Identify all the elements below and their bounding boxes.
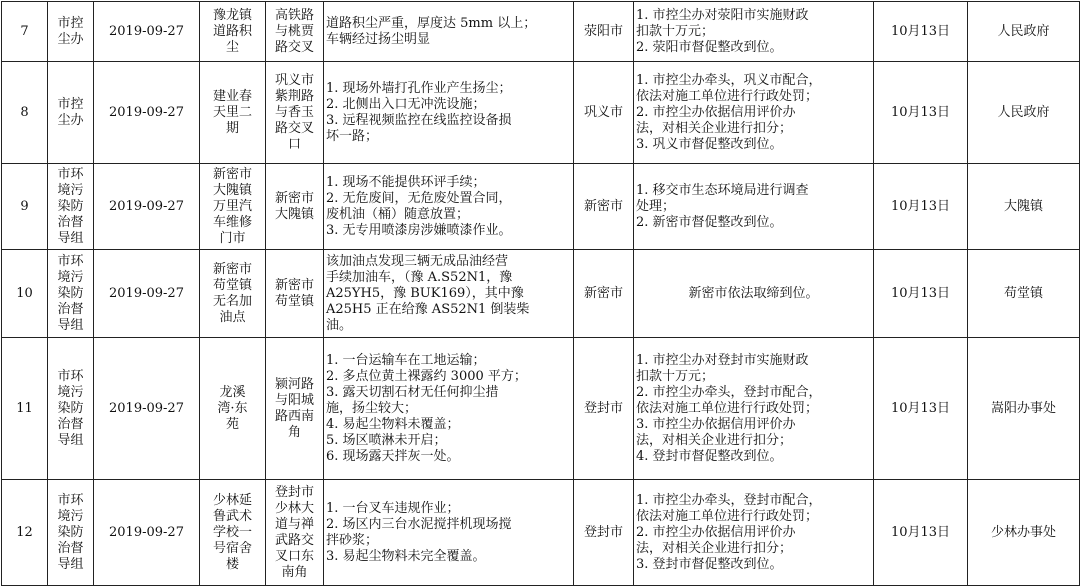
responsible-unit-text: 大隗镇 bbox=[1003, 198, 1043, 214]
row-number-text: 10 bbox=[16, 285, 33, 301]
supervising-unit bbox=[48, 338, 94, 480]
row-number bbox=[2, 62, 48, 164]
handling-opinion bbox=[634, 2, 874, 62]
problem-description bbox=[324, 338, 574, 480]
rectification-deadline-text: 10月13日 bbox=[890, 198, 951, 214]
responsible-city bbox=[574, 62, 634, 164]
table-row bbox=[2, 250, 1080, 338]
responsible-unit-text: 嵩阳办事处 bbox=[990, 400, 1056, 416]
project-location bbox=[266, 62, 324, 164]
rectification-deadline bbox=[874, 2, 968, 62]
project-name-text: 龙溪 湾·东 苑 bbox=[217, 384, 248, 432]
project-location bbox=[266, 480, 324, 586]
handling-opinion-text: 1. 市控尘办牵头，登封市配合， 依法对施工单位进行行政处罚； 2. 市控尘办依据信用评价办 法，对相关企业进行扣分； 3. 登封市督促整改到位。 bbox=[636, 492, 822, 572]
handling-opinion bbox=[634, 480, 874, 586]
responsible-city bbox=[574, 338, 634, 480]
supervising-unit bbox=[48, 164, 94, 250]
project-location bbox=[266, 2, 324, 62]
handling-opinion bbox=[634, 338, 874, 480]
project-location-text: 登封市 少林大 道与禅 武路交 叉口东 南角 bbox=[274, 484, 314, 580]
handling-opinion-text: 新密市依法取缔到位。 bbox=[688, 285, 819, 301]
problem-description bbox=[324, 164, 574, 250]
row-number bbox=[2, 250, 48, 338]
row-number-text: 9 bbox=[20, 198, 29, 214]
supervising-unit-text: 市控 尘办 bbox=[57, 96, 84, 128]
project-location-text: 巩义市 紫荆路 与香玉 路交叉 口 bbox=[274, 72, 314, 152]
supervising-unit bbox=[48, 480, 94, 586]
handling-opinion-text: 1. 移交市生态环境局进行调查 处理； 2. 新密市督促整改到位。 bbox=[636, 182, 809, 230]
inspection-date bbox=[94, 250, 200, 338]
handling-opinion bbox=[634, 62, 874, 164]
responsible-unit bbox=[968, 2, 1080, 62]
supervising-unit bbox=[48, 62, 94, 164]
responsible-unit-text: 人民政府 bbox=[997, 23, 1050, 39]
problem-description-text: 1. 现场不能提供环评手续； 2. 无危废间，无危废处置合同， 废机油（桶）随意放置； 3. 无专用喷漆房涉嫌喷漆作业。 bbox=[326, 174, 512, 238]
project-name bbox=[200, 338, 266, 480]
problem-description-text: 1. 现场外墙打孔作业产生扬尘； 2. 北侧出入口无冲洗设施； 3. 远程视频监控在线监控设备损 坏一路； bbox=[326, 80, 512, 144]
row-number-text: 7 bbox=[20, 23, 29, 39]
responsible-unit-text: 苟堂镇 bbox=[1003, 285, 1043, 301]
responsible-unit bbox=[968, 164, 1080, 250]
responsible-city-text: 巩义市 bbox=[583, 104, 623, 120]
responsible-city-text: 荥阳市 bbox=[583, 23, 623, 39]
inspection-date-text: 2019-09-27 bbox=[109, 524, 184, 540]
inspection-date bbox=[94, 338, 200, 480]
rectification-deadline bbox=[874, 480, 968, 586]
project-name-text: 新密市 苟堂镇 无名加 油点 bbox=[212, 261, 252, 325]
row-number bbox=[2, 164, 48, 250]
rectification-deadline-text: 10月13日 bbox=[890, 524, 951, 540]
row-number bbox=[2, 2, 48, 62]
responsible-city bbox=[574, 164, 634, 250]
table-body bbox=[2, 2, 1080, 586]
problem-description-text: 1. 一台运输车在工地运输； 2. 多点位黄土裸露约 3000 平方； 3. 露天切割石材无任何抑尘措 施，扬尘较大； 4. 易起尘物料未覆盖； 5. 场区喷淋未开启； 6. 现场露天拌灰一处。 bbox=[326, 352, 527, 464]
responsible-city-text: 登封市 bbox=[583, 524, 623, 540]
table-row bbox=[2, 338, 1080, 480]
row-number-text: 12 bbox=[16, 524, 33, 540]
project-location-text: 高铁路 与桃贾 路交叉 bbox=[274, 7, 314, 55]
problem-description bbox=[324, 480, 574, 586]
project-name bbox=[200, 62, 266, 164]
responsible-unit bbox=[968, 480, 1080, 586]
table-row bbox=[2, 480, 1080, 586]
inspection-date bbox=[94, 164, 200, 250]
responsible-unit bbox=[968, 338, 1080, 480]
project-location-text: 颍河路 与阳城 路西南 角 bbox=[274, 376, 314, 440]
rectification-deadline-text: 10月13日 bbox=[890, 285, 951, 301]
inspection-date bbox=[94, 2, 200, 62]
supervising-unit bbox=[48, 2, 94, 62]
responsible-unit bbox=[968, 250, 1080, 338]
handling-opinion-text: 1. 市控尘办对登封市实施财政 扣款十万元； 2. 市控尘办牵头，登封市配合， 依法对施工单位进行行政处罚； 3. 市控尘办依据信用评价办 法，对相关企业进行扣分； 4. 登封市督促整改到位。 bbox=[636, 352, 822, 464]
responsible-city bbox=[574, 480, 634, 586]
inspection-date-text: 2019-09-27 bbox=[109, 400, 184, 416]
project-name-text: 建业春 天里二 期 bbox=[212, 88, 252, 136]
inspection-table bbox=[1, 1, 1080, 586]
rectification-deadline bbox=[874, 62, 968, 164]
rectification-deadline bbox=[874, 338, 968, 480]
inspection-date bbox=[94, 480, 200, 586]
project-name bbox=[200, 250, 266, 338]
row-number bbox=[2, 338, 48, 480]
problem-description-text: 道路积尘严重，厚度达 5mm 以上； 车辆经过扬尘明显 bbox=[326, 15, 537, 47]
supervising-unit-text: 市控 尘办 bbox=[57, 15, 84, 47]
inspection-date-text: 2019-09-27 bbox=[109, 23, 184, 39]
handling-opinion-text: 1. 市控尘办对荥阳市实施财政 扣款十万元； 2. 荥阳市督促整改到位。 bbox=[636, 7, 809, 55]
project-name-text: 少林延 鲁武术 学校一 号宿舍 楼 bbox=[212, 492, 252, 572]
responsible-unit bbox=[968, 62, 1080, 164]
supervising-unit-text: 市环 境污 染防 治督 导组 bbox=[57, 253, 84, 333]
responsible-city-text: 登封市 bbox=[583, 400, 623, 416]
inspection-date-text: 2019-09-27 bbox=[109, 285, 184, 301]
inspection-date-text: 2019-09-27 bbox=[109, 104, 184, 120]
problem-description bbox=[324, 250, 574, 338]
project-name-text: 新密市 大隗镇 万里汽 车维修 门市 bbox=[212, 166, 252, 246]
responsible-unit-text: 人民政府 bbox=[997, 104, 1050, 120]
project-location-text: 新密市 苟堂镇 bbox=[274, 277, 314, 309]
rectification-deadline bbox=[874, 250, 968, 338]
table-row bbox=[2, 164, 1080, 250]
supervising-unit-text: 市环 境污 染防 治督 导组 bbox=[57, 492, 84, 572]
problem-description bbox=[324, 62, 574, 164]
rectification-deadline-text: 10月13日 bbox=[890, 104, 951, 120]
project-location bbox=[266, 164, 324, 250]
responsible-city bbox=[574, 2, 634, 62]
handling-opinion-text: 1. 市控尘办牵头，巩义市配合， 依法对施工单位进行行政处罚； 2. 市控尘办依据信用评价办 法，对相关企业进行扣分； 3. 巩义市督促整改到位。 bbox=[636, 72, 822, 152]
handling-opinion bbox=[634, 164, 874, 250]
row-number-text: 8 bbox=[20, 104, 29, 120]
project-location-text: 新密市 大隗镇 bbox=[274, 190, 314, 222]
row-number bbox=[2, 480, 48, 586]
inspection-date bbox=[94, 62, 200, 164]
row-number-text: 11 bbox=[16, 400, 33, 416]
project-name-text: 豫龙镇 道路积 尘 bbox=[212, 7, 252, 55]
responsible-city-text: 新密市 bbox=[583, 285, 623, 301]
handling-opinion bbox=[634, 250, 874, 338]
responsible-city-text: 新密市 bbox=[583, 198, 623, 214]
project-location bbox=[266, 250, 324, 338]
responsible-unit-text: 少林办事处 bbox=[990, 524, 1056, 540]
table-row bbox=[2, 2, 1080, 62]
project-name bbox=[200, 480, 266, 586]
responsible-city bbox=[574, 250, 634, 338]
problem-description bbox=[324, 2, 574, 62]
supervising-unit-text: 市环 境污 染防 治督 导组 bbox=[57, 166, 84, 246]
project-location bbox=[266, 338, 324, 480]
table-row bbox=[2, 62, 1080, 164]
problem-description-text: 1. 一台叉车违规作业； 2. 场区内三台水泥搅拌机现场搅 拌砂浆； 3. 易起尘物料未完全覆盖。 bbox=[326, 500, 512, 564]
project-name bbox=[200, 2, 266, 62]
supervising-unit bbox=[48, 250, 94, 338]
inspection-date-text: 2019-09-27 bbox=[109, 198, 184, 214]
rectification-deadline bbox=[874, 164, 968, 250]
supervising-unit-text: 市环 境污 染防 治督 导组 bbox=[57, 368, 84, 448]
problem-description-text: 该加油点发现三辆无成品油经营 手续加油车，（豫 A.S52N1，豫 A25YH5，豫 BUK169），其中豫 A25H5 正在给豫 AS52N1 倒装柴 油。 bbox=[326, 253, 530, 333]
rectification-deadline-text: 10月13日 bbox=[890, 400, 951, 416]
project-name bbox=[200, 164, 266, 250]
rectification-deadline-text: 10月13日 bbox=[890, 23, 951, 39]
